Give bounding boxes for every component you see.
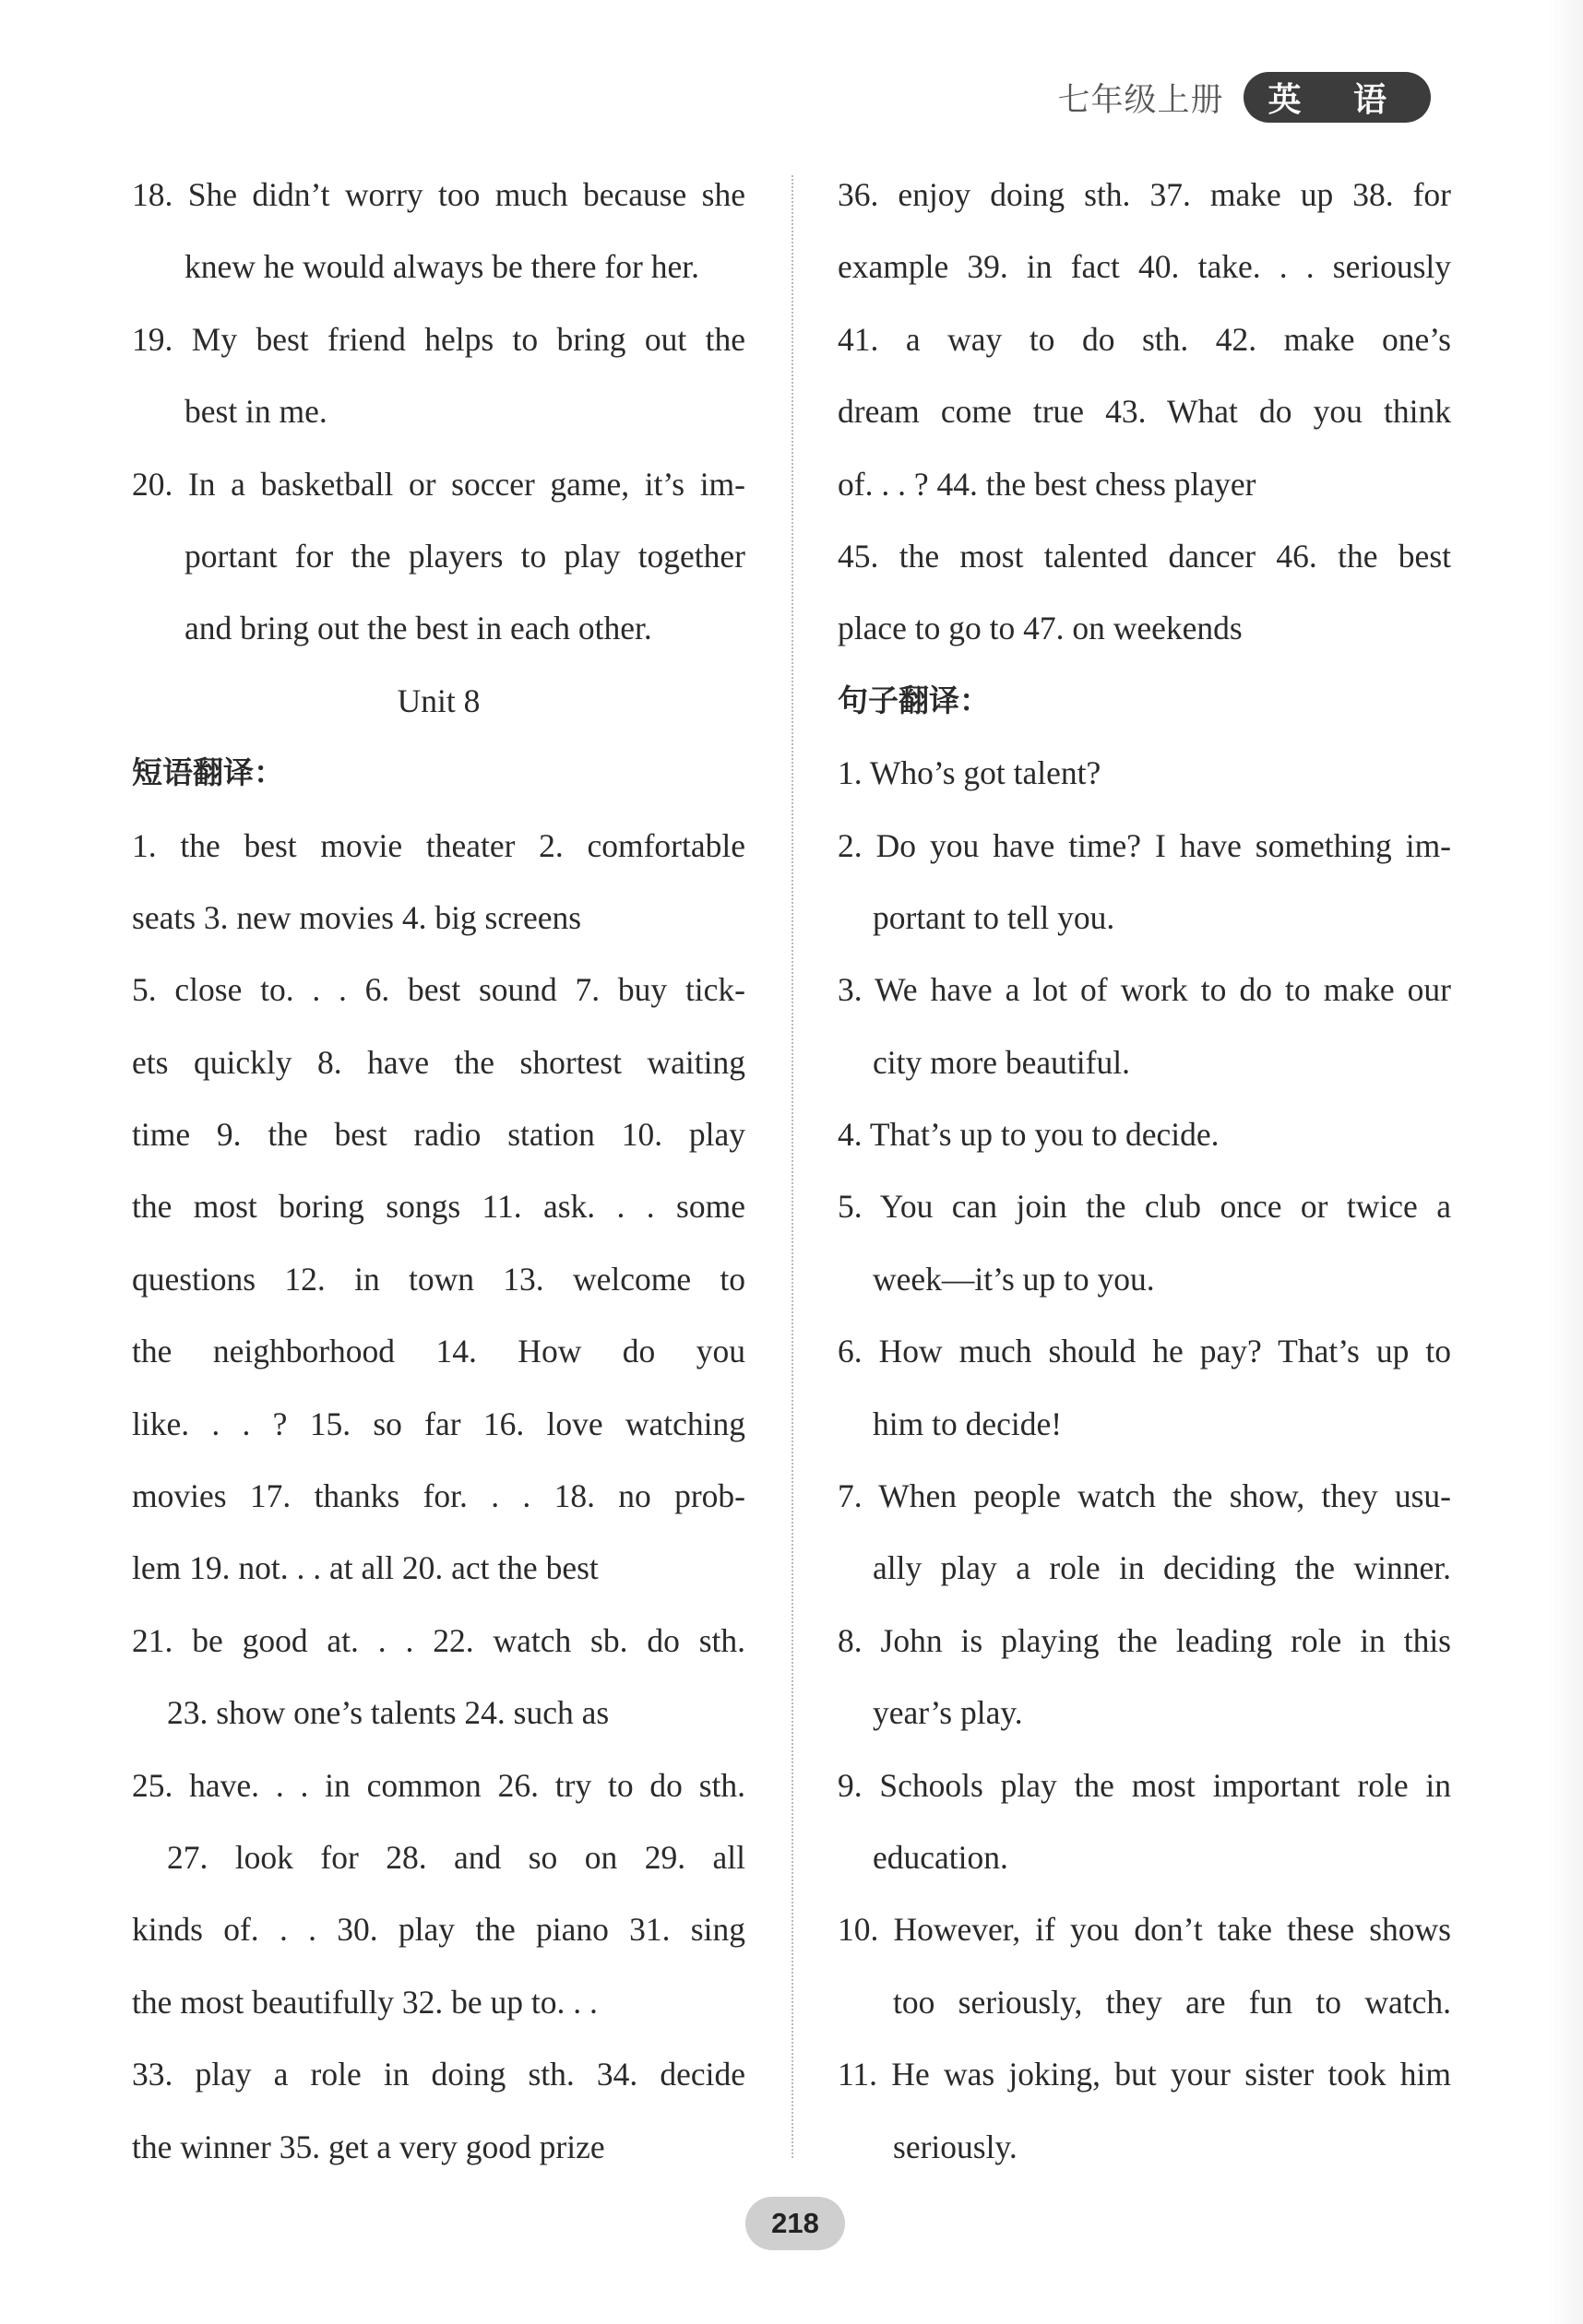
text-line: 1. Who’s got talent? <box>838 754 1101 792</box>
text-line: like. . . ? 15. so far 16. love watching <box>132 1405 745 1442</box>
text-line: knew he would always be there for her. <box>184 248 699 286</box>
text-line: 18. She didn’t worry too much because she <box>132 176 745 213</box>
text-line: 23. show one’s talents 24. such as <box>167 1694 610 1732</box>
text-line: 36. enjoy doing sth. 37. make up 38. for <box>838 176 1451 213</box>
text-line: 21. be good at. . . 22. watch sb. do sth. <box>132 1621 745 1659</box>
column-divider <box>792 175 793 2158</box>
right-column <box>838 166 1451 2190</box>
text-line: seats 3. new movies 4. big screens <box>132 898 582 936</box>
text-line: week—it’s up to you. <box>873 1260 1155 1298</box>
text-line: 10. However, if you don’t take these shows <box>838 1911 1451 1949</box>
section-heading-phrases: 短语翻译： <box>132 754 284 791</box>
text-line: questions 12. in town 13. welcome to <box>132 1260 745 1298</box>
text-line: kinds of. . . 30. play the piano 31. sing <box>132 1911 745 1949</box>
text-line: year’s play. <box>873 1694 1023 1732</box>
text-line: movies 17. thanks for. . . 18. no prob- <box>132 1477 745 1515</box>
text-line: lem 19. not. . . at all 20. act the best <box>132 1549 599 1587</box>
text-line: seriously. <box>893 2128 1018 2165</box>
unit-heading: Unit 8 <box>397 682 481 719</box>
text-line: dream come true 43. What do you think <box>838 393 1451 431</box>
section-heading-sentences: 句子翻译： <box>838 682 990 718</box>
text-line: of. . . ? 44. the best chess player <box>838 465 1256 503</box>
text-line: 3. We have a lot of work to do to make our <box>838 971 1451 1009</box>
text-line: the most boring songs 11. ask. . . some <box>132 1188 745 1226</box>
page-number: 218 <box>745 2197 845 2250</box>
subject-badge: 英 语 <box>1244 72 1431 123</box>
text-line: and bring out the best in each other. <box>184 610 652 647</box>
text-line: 9. Schools play the most important role in <box>838 1766 1451 1804</box>
text-line: 2. Do you have time? I have something im- <box>838 826 1451 864</box>
text-line: the winner 35. get a very good prize <box>132 2128 605 2165</box>
text-line: 11. He was joking, but your sister took him <box>838 2056 1451 2093</box>
text-line: the most beautifully 32. be up to. . . <box>132 1983 598 2021</box>
text-line: 5. You can join the club once or twice a <box>838 1188 1451 1226</box>
text-line: too seriously, they are fun to watch. <box>893 1983 1451 2021</box>
grade-label: 七年级上册 <box>1057 81 1224 118</box>
text-line: city more beautiful. <box>873 1043 1130 1081</box>
left-column <box>132 166 745 2190</box>
text-line: 5. close to. . . 6. best sound 7. buy tick- <box>132 971 745 1009</box>
text-line: education. <box>873 1838 1008 1876</box>
text-line: 41. a way to do sth. 42. make one’s <box>838 320 1451 358</box>
text-line: time 9. the best radio station 10. play <box>132 1116 745 1154</box>
text-line: portant to tell you. <box>873 898 1115 936</box>
text-line: the neighborhood 14. How do you <box>132 1333 745 1370</box>
text-line: 19. My best friend helps to bring out the <box>132 320 745 358</box>
text-line: 6. How much should he pay? That’s up to <box>838 1333 1451 1370</box>
text-line: 25. have. . . in common 26. try to do sth. <box>132 1766 745 1804</box>
text-line: portant for the players to play together <box>184 537 745 575</box>
text-line: 1. the best movie theater 2. comfortable <box>132 826 745 864</box>
text-line: 45. the most talented dancer 46. the best <box>838 537 1451 575</box>
text-line: 4. That’s up to you to decide. <box>838 1116 1220 1154</box>
text-line: best in me. <box>184 393 327 431</box>
page-header <box>1057 72 1431 123</box>
scan-edge-shadow <box>1548 0 1583 2324</box>
text-line: example 39. in fact 40. take. . . seriously <box>838 248 1451 286</box>
text-line: 33. play a role in doing sth. 34. decide <box>132 2056 745 2093</box>
text-line: place to go to 47. on weekends <box>838 610 1243 647</box>
text-line: 27. look for 28. and so on 29. all <box>167 1838 745 1876</box>
text-line: him to decide! <box>873 1405 1063 1442</box>
text-line: 8. John is playing the leading role in this <box>838 1621 1451 1659</box>
text-line: 20. In a basketball or soccer game, it’s im- <box>132 465 745 503</box>
text-line: 7. When people watch the show, they usu- <box>838 1477 1451 1515</box>
text-line: ets quickly 8. have the shortest waiting <box>132 1043 745 1081</box>
text-line: ally play a role in deciding the winner. <box>873 1549 1451 1587</box>
